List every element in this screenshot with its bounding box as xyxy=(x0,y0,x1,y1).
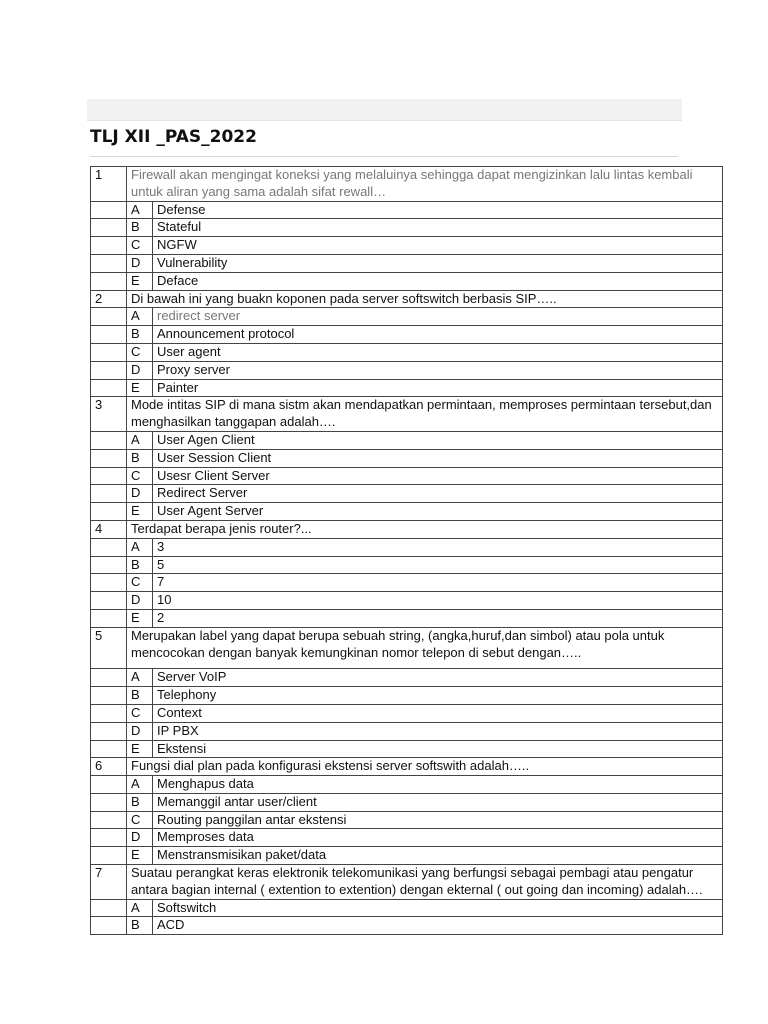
empty-cell xyxy=(91,272,127,290)
question-row xyxy=(91,520,723,538)
option-row xyxy=(91,740,723,758)
option-letter: B xyxy=(127,326,153,344)
option-letter: B xyxy=(127,219,153,237)
option-letter: A xyxy=(127,538,153,556)
option-text: User Session Client xyxy=(153,449,723,467)
empty-cell xyxy=(91,219,127,237)
option-text: User Agen Client xyxy=(153,431,723,449)
option-text: Painter xyxy=(153,379,723,397)
question-text: Di bawah ini yang buakn koponen pada server softswitch berbasis SIP….. xyxy=(127,290,723,308)
option-letter: E xyxy=(127,503,153,521)
option-text: Telephony xyxy=(153,687,723,705)
option-row xyxy=(91,847,723,865)
option-row xyxy=(91,431,723,449)
option-row xyxy=(91,538,723,556)
option-row xyxy=(91,308,723,326)
empty-cell xyxy=(91,793,127,811)
option-text: NGFW xyxy=(153,237,723,255)
option-row xyxy=(91,687,723,705)
option-row xyxy=(91,201,723,219)
question-row xyxy=(91,167,723,202)
option-letter: A xyxy=(127,201,153,219)
option-text: Proxy server xyxy=(153,361,723,379)
empty-cell xyxy=(91,899,127,917)
option-text: User Agent Server xyxy=(153,503,723,521)
option-row xyxy=(91,776,723,794)
option-row xyxy=(91,829,723,847)
question-number: 5 xyxy=(91,627,127,669)
empty-cell xyxy=(91,574,127,592)
option-row xyxy=(91,219,723,237)
question-table xyxy=(90,166,723,935)
option-text: Ekstensi xyxy=(153,740,723,758)
empty-cell xyxy=(91,669,127,687)
empty-cell xyxy=(91,722,127,740)
option-row xyxy=(91,899,723,917)
option-letter: D xyxy=(127,485,153,503)
question-text: Fungsi dial plan pada konfigurasi ekstensi server softswith adalah….. xyxy=(127,758,723,776)
option-text: Routing panggilan antar ekstensi xyxy=(153,811,723,829)
option-letter: E xyxy=(127,272,153,290)
option-letter: E xyxy=(127,740,153,758)
option-text: 3 xyxy=(153,538,723,556)
option-text: Server VoIP xyxy=(153,669,723,687)
question-row xyxy=(91,627,723,669)
question-number: 4 xyxy=(91,520,127,538)
header-bar xyxy=(87,99,682,121)
option-row xyxy=(91,793,723,811)
empty-cell xyxy=(91,592,127,610)
option-row xyxy=(91,503,723,521)
option-text: 7 xyxy=(153,574,723,592)
option-letter: C xyxy=(127,237,153,255)
option-row xyxy=(91,609,723,627)
option-text: ACD xyxy=(153,917,723,935)
option-text: Defense xyxy=(153,201,723,219)
empty-cell xyxy=(91,538,127,556)
empty-cell xyxy=(91,687,127,705)
question-text: Merupakan label yang dapat berupa sebuah string, (angka,huruf,dan simbol) atau pola untuk mencocokan dengan banyak kemungkinan nomor telepon di sebut dengan….. xyxy=(127,627,723,669)
option-letter: C xyxy=(127,343,153,361)
empty-cell xyxy=(91,361,127,379)
option-text: 5 xyxy=(153,556,723,574)
empty-cell xyxy=(91,449,127,467)
option-row xyxy=(91,467,723,485)
option-letter: A xyxy=(127,776,153,794)
option-letter: B xyxy=(127,793,153,811)
empty-cell xyxy=(91,308,127,326)
question-number: 3 xyxy=(91,397,127,432)
question-number: 6 xyxy=(91,758,127,776)
empty-cell xyxy=(91,917,127,935)
option-text: 2 xyxy=(153,609,723,627)
empty-cell xyxy=(91,740,127,758)
question-text: Suatau perangkat keras elektronik telekomunikasi yang berfungsi sebagai pembagi atau pengatur antara bagian internal ( extention to extention) dengan ekternal ( out going dan incoming) adalah…. xyxy=(127,865,723,900)
option-row xyxy=(91,574,723,592)
option-letter: B xyxy=(127,449,153,467)
option-text: Stateful xyxy=(153,219,723,237)
empty-cell xyxy=(91,847,127,865)
option-text: Usesr Client Server xyxy=(153,467,723,485)
option-row xyxy=(91,343,723,361)
option-letter: A xyxy=(127,669,153,687)
option-row xyxy=(91,361,723,379)
document-title: TLJ XII _PAS_2022 xyxy=(90,127,257,147)
option-letter: A xyxy=(127,308,153,326)
option-text: Menstransmisikan paket/data xyxy=(153,847,723,865)
option-letter: C xyxy=(127,574,153,592)
option-letter: E xyxy=(127,847,153,865)
empty-cell xyxy=(91,431,127,449)
question-number: 2 xyxy=(91,290,127,308)
option-letter: B xyxy=(127,687,153,705)
empty-cell xyxy=(91,467,127,485)
option-letter: E xyxy=(127,379,153,397)
option-row xyxy=(91,326,723,344)
empty-cell xyxy=(91,201,127,219)
option-text: User agent xyxy=(153,343,723,361)
option-text: Softswitch xyxy=(153,899,723,917)
option-text: Announcement protocol xyxy=(153,326,723,344)
option-letter: A xyxy=(127,431,153,449)
question-number: 1 xyxy=(91,167,127,202)
empty-cell xyxy=(91,326,127,344)
question-row xyxy=(91,758,723,776)
option-letter: B xyxy=(127,917,153,935)
option-letter: D xyxy=(127,592,153,610)
option-row xyxy=(91,556,723,574)
option-text: Redirect Server xyxy=(153,485,723,503)
option-text: Memanggil antar user/client xyxy=(153,793,723,811)
option-text: IP PBX xyxy=(153,722,723,740)
option-text: Memproses data xyxy=(153,829,723,847)
option-row xyxy=(91,272,723,290)
option-text: Context xyxy=(153,704,723,722)
empty-cell xyxy=(91,556,127,574)
option-letter: E xyxy=(127,609,153,627)
option-row xyxy=(91,722,723,740)
option-row xyxy=(91,254,723,272)
option-row xyxy=(91,237,723,255)
empty-cell xyxy=(91,704,127,722)
question-row xyxy=(91,397,723,432)
option-row xyxy=(91,704,723,722)
empty-cell xyxy=(91,609,127,627)
question-row xyxy=(91,865,723,900)
option-row xyxy=(91,917,723,935)
empty-cell xyxy=(91,343,127,361)
option-letter: C xyxy=(127,811,153,829)
option-row xyxy=(91,811,723,829)
option-text: Menghapus data xyxy=(153,776,723,794)
title-divider xyxy=(90,156,678,157)
option-text: Deface xyxy=(153,272,723,290)
question-text: Terdapat berapa jenis router?... xyxy=(127,520,723,538)
empty-cell xyxy=(91,503,127,521)
option-letter: C xyxy=(127,467,153,485)
empty-cell xyxy=(91,485,127,503)
empty-cell xyxy=(91,829,127,847)
empty-cell xyxy=(91,776,127,794)
option-letter: D xyxy=(127,254,153,272)
option-letter: D xyxy=(127,829,153,847)
option-letter: C xyxy=(127,704,153,722)
option-text: redirect server xyxy=(153,308,723,326)
option-text: Vulnerability xyxy=(153,254,723,272)
question-number: 7 xyxy=(91,865,127,900)
option-row xyxy=(91,485,723,503)
option-row xyxy=(91,592,723,610)
option-letter: A xyxy=(127,899,153,917)
empty-cell xyxy=(91,237,127,255)
empty-cell xyxy=(91,811,127,829)
question-row xyxy=(91,290,723,308)
option-row xyxy=(91,379,723,397)
option-letter: D xyxy=(127,361,153,379)
option-row xyxy=(91,449,723,467)
option-letter: D xyxy=(127,722,153,740)
option-letter: B xyxy=(127,556,153,574)
question-text: Firewall akan mengingat koneksi yang melaluinya sehingga dapat mengizinkan lalu lintas kembali untuk aliran yang sama adalah sifat rewall… xyxy=(127,167,723,202)
option-text: 10 xyxy=(153,592,723,610)
option-row xyxy=(91,669,723,687)
empty-cell xyxy=(91,254,127,272)
empty-cell xyxy=(91,379,127,397)
question-text: Mode intitas SIP di mana sistm akan mendapatkan permintaan, memproses permintaan tersebut,dan menghasilkan tanggapan adalah…. xyxy=(127,397,723,432)
